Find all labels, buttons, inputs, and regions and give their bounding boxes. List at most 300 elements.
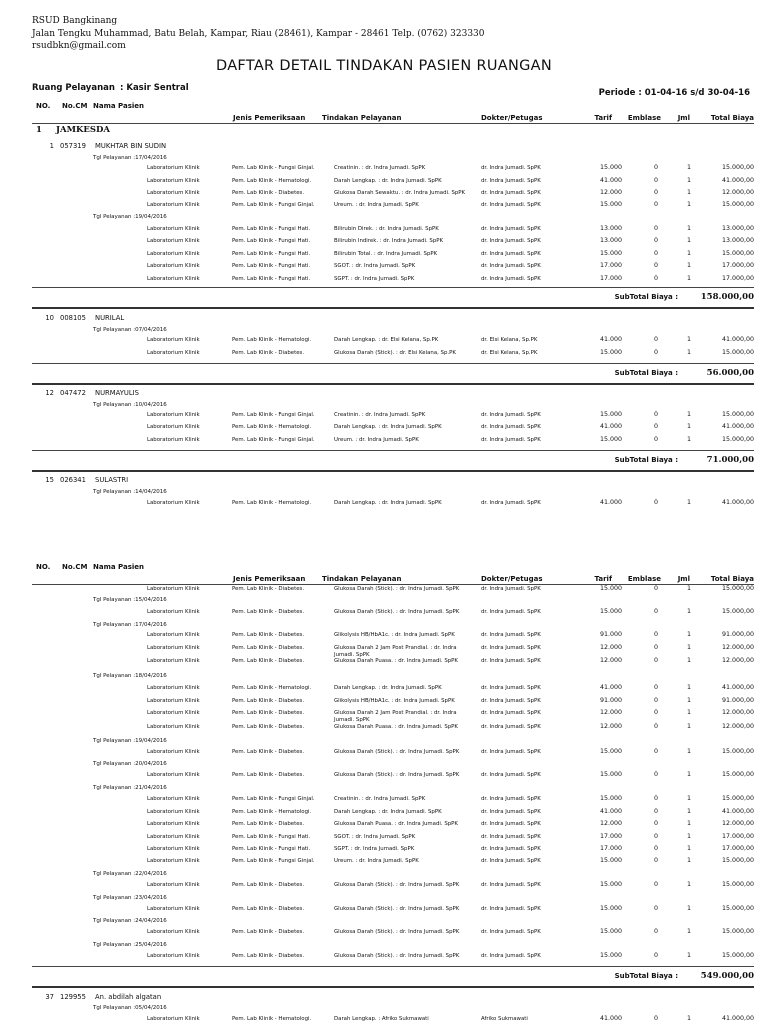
column-header-row-1 [0, 102, 768, 114]
group-name: JAMKESDA [56, 125, 110, 135]
cell-tarif: 17.000 [599, 275, 622, 282]
service-date: Tgl Pelayanan :23/04/2016 [93, 895, 167, 901]
cell-jenis: Pem. Lab Klinik - Fungsi Ginjal. [232, 796, 315, 802]
table-row [0, 350, 768, 362]
service-date: Tgl Pelayanan :20/04/2016 [93, 761, 167, 767]
report-title: DAFTAR DETAIL TINDAKAN PASIEN RUANGAN [215, 58, 553, 74]
cell-tarif: 15.000 [599, 857, 622, 864]
group-number: 1 [36, 125, 42, 135]
subtotal-row [0, 972, 768, 984]
service-date: Tgl Pelayanan :15/04/2016 [93, 597, 167, 603]
cell-lab: Laboratorium Klinik [147, 796, 200, 802]
cell-jml: 1 [686, 857, 691, 864]
cell-lab: Laboratorium Klinik [147, 821, 200, 827]
cell-dokter: dr. Indra Jumadi. SpPK [481, 834, 541, 840]
cell-emblase: 0 [653, 275, 658, 282]
cell-emblase: 0 [653, 336, 658, 343]
cell-lab: Laboratorium Klinik [147, 190, 200, 196]
cell-jenis: Pem. Lab Klinik - Diabetes. [232, 882, 305, 888]
subtotal-rule-top [32, 363, 754, 364]
cell-lab: Laboratorium Klinik [147, 749, 200, 755]
cell-tindakan: Glukosa Darah Puasa. : dr. Indra Jumadi. SpPK [334, 724, 458, 730]
cell-jenis: Pem. Lab Klinik - Diabetes. [232, 929, 305, 935]
cell-emblase: 0 [653, 177, 658, 184]
cell-jml: 1 [686, 820, 691, 827]
cell-jml: 1 [686, 189, 691, 196]
cell-jenis: Pem. Lab Klinik - Diabetes. [232, 645, 305, 651]
subtotal-value: 56.000,00 [706, 368, 754, 378]
patient-row [0, 142, 768, 152]
cell-jenis: Pem. Lab Klinik - Hematologi. [232, 424, 312, 430]
service-date: Tgl Pelayanan :14/04/2016 [93, 489, 167, 495]
cell-tindakan: Glukosa Darah Puasa. : dr. Indra Jumadi. SpPK [334, 821, 458, 827]
table-row [0, 858, 768, 870]
cell-total: 41.000,00 [721, 177, 754, 184]
cell-emblase: 0 [653, 349, 658, 356]
table-row [0, 685, 768, 697]
cell-dokter: dr. Indra Jumadi. SpPK [481, 821, 541, 827]
cell-tarif: 41.000 [599, 808, 622, 815]
cell-lab: Laboratorium Klinik [147, 724, 200, 730]
cell-jml: 1 [686, 845, 691, 852]
cell-tindakan: Glukosa Darah (Stick). : dr. Indra Jumadi. SpPK [334, 882, 460, 888]
service-date: Tgl Pelayanan :22/04/2016 [93, 871, 167, 877]
cell-tarif: 91.000 [599, 631, 622, 638]
cell-tindakan: Glukosa Darah Puasa. : dr. Indra Jumadi. SpPK [334, 658, 458, 664]
cell-dokter: dr. Indra Jumadi. SpPK [481, 929, 541, 935]
cell-tindakan: Ureum. : dr. Indra Jumadi. SpPK [334, 437, 419, 443]
cell-jenis: Pem. Lab Klinik - Diabetes. [232, 586, 305, 592]
cell-tindakan: SGPT. : dr. Indra Jumadi. SpPK [334, 846, 415, 852]
cell-total: 12.000,00 [721, 723, 754, 730]
table-row [0, 500, 768, 512]
cell-total: 13.000,00 [721, 237, 754, 244]
cell-emblase: 0 [653, 795, 658, 802]
cell-dokter: dr. Indra Jumadi. SpPK [481, 749, 541, 755]
col-tarif: Tarif [594, 575, 612, 583]
cell-dokter: dr. Indra Jumadi. SpPK [481, 251, 541, 257]
cell-jml: 1 [686, 608, 691, 615]
service-date: Tgl Pelayanan :07/04/2016 [93, 327, 167, 333]
cell-dokter: dr. Indra Jumadi. SpPK [481, 858, 541, 864]
col-jml: Jml [677, 114, 690, 122]
cell-total: 15.000,00 [721, 905, 754, 912]
patient-row [0, 476, 768, 486]
cell-lab: Laboratorium Klinik [147, 226, 200, 232]
cell-jml: 1 [686, 905, 691, 912]
cell-lab: Laboratorium Klinik [147, 858, 200, 864]
cell-tarif: 15.000 [599, 608, 622, 615]
cell-emblase: 0 [653, 237, 658, 244]
service-date: Tgl Pelayanan :17/04/2016 [93, 155, 167, 161]
cell-emblase: 0 [653, 250, 658, 257]
cell-jenis: Pem. Lab Klinik - Fungsi Ginjal. [232, 858, 315, 864]
cell-tarif: 13.000 [599, 225, 622, 232]
cell-jml: 1 [686, 201, 691, 208]
table-row [0, 609, 768, 621]
cell-jml: 1 [686, 657, 691, 664]
cell-jml: 1 [686, 164, 691, 171]
service-date: Tgl Pelayanan :25/04/2016 [93, 942, 167, 948]
cell-emblase: 0 [653, 585, 658, 592]
subtotal-rule-top [32, 287, 754, 288]
service-date: Tgl Pelayanan :17/04/2016 [93, 622, 167, 628]
cell-tindakan: Bilirubin Indirek. : dr. Indra Jumadi. SpPK [334, 238, 444, 244]
cell-lab: Laboratorium Klinik [147, 412, 200, 418]
cell-lab: Laboratorium Klinik [147, 609, 200, 615]
cell-jml: 1 [686, 237, 691, 244]
cell-jenis: Pem. Lab Klinik - Diabetes. [232, 632, 305, 638]
cell-jenis: Pem. Lab Klinik - Diabetes. [232, 749, 305, 755]
cell-tarif: 15.000 [599, 771, 622, 778]
cell-jml: 1 [686, 644, 691, 651]
cell-tindakan: Darah Lengkap. : Afriko Sukmawati [334, 1016, 429, 1022]
cell-lab: Laboratorium Klinik [147, 685, 200, 691]
cell-tarif: 13.000 [599, 237, 622, 244]
table-row [0, 698, 768, 710]
patient-cm: 057319 [60, 142, 86, 150]
patient-cm: 008105 [60, 314, 86, 322]
col-nocm: No.CM [62, 102, 88, 110]
cell-dokter: dr. Indra Jumadi. SpPK [481, 500, 541, 506]
cell-tindakan: Glukosa Darah (Stick). : dr. Indra Jumadi. SpPK [334, 929, 460, 935]
cell-dokter: dr. Indra Jumadi. SpPK [481, 276, 541, 282]
subtotal-rule-bottom [32, 307, 754, 309]
cell-jml: 1 [686, 771, 691, 778]
subtotal-label: SubTotal Biaya : [614, 369, 678, 377]
cell-emblase: 0 [653, 436, 658, 443]
subtotal-label: SubTotal Biaya : [614, 456, 678, 464]
cell-jenis: Pem. Lab Klinik - Hematologi. [232, 500, 312, 506]
cell-tarif: 12.000 [599, 709, 622, 716]
cell-emblase: 0 [653, 262, 658, 269]
cell-dokter: dr. Elsi Kelana, Sp.PK [481, 350, 538, 356]
cell-lab: Laboratorium Klinik [147, 178, 200, 184]
cell-lab: Laboratorium Klinik [147, 710, 200, 716]
cell-emblase: 0 [653, 845, 658, 852]
cell-dokter: dr. Indra Jumadi. SpPK [481, 632, 541, 638]
cell-dokter: dr. Indra Jumadi. SpPK [481, 724, 541, 730]
patient-cm: 129955 [60, 993, 86, 1001]
cell-tindakan: Glukosa Darah (Stick). : dr. Elsi Kelana, Sp.PK [334, 350, 456, 356]
cell-emblase: 0 [653, 201, 658, 208]
cell-emblase: 0 [653, 657, 658, 664]
cell-total: 15.000,00 [721, 201, 754, 208]
patient-name: An. abdilah algatan [95, 993, 162, 1001]
cell-jenis: Pem. Lab Klinik - Diabetes. [232, 953, 305, 959]
cell-jml: 1 [686, 808, 691, 815]
cell-emblase: 0 [653, 411, 658, 418]
cell-total: 13.000,00 [721, 225, 754, 232]
cell-total: 17.000,00 [721, 845, 754, 852]
cell-total: 41.000,00 [721, 808, 754, 815]
cell-jenis: Pem. Lab Klinik - Hematologi. [232, 685, 312, 691]
cell-total: 41.000,00 [721, 499, 754, 506]
cell-dokter: dr. Indra Jumadi. SpPK [481, 226, 541, 232]
cell-jenis: Pem. Lab Klinik - Fungsi Hati. [232, 276, 311, 282]
cell-tarif: 41.000 [599, 423, 622, 430]
cell-tarif: 15.000 [599, 585, 622, 592]
cell-total: 15.000,00 [721, 349, 754, 356]
cell-total: 15.000,00 [721, 881, 754, 888]
table-row [0, 929, 768, 941]
cell-total: 91.000,00 [721, 697, 754, 704]
cell-jenis: Pem. Lab Klinik - Fungsi Hati. [232, 263, 311, 269]
service-date: Tgl Pelayanan :24/04/2016 [93, 918, 167, 924]
service-date: Tgl Pelayanan :10/04/2016 [93, 402, 167, 408]
cell-tarif: 15.000 [599, 411, 622, 418]
cell-dokter: dr. Indra Jumadi. SpPK [481, 846, 541, 852]
table-row [0, 772, 768, 784]
col-dokter: Dokter/Petugas [481, 114, 543, 122]
cell-lab: Laboratorium Klinik [147, 882, 200, 888]
service-date: Tgl Pelayanan :18/04/2016 [93, 673, 167, 679]
cell-emblase: 0 [653, 952, 658, 959]
table-row [0, 226, 768, 238]
service-date: Tgl Pelayanan :21/04/2016 [93, 785, 167, 791]
cell-jenis: Pem. Lab Klinik - Diabetes. [232, 906, 305, 912]
col-no: NO. [36, 102, 51, 110]
cell-lab: Laboratorium Klinik [147, 165, 200, 171]
cell-jml: 1 [686, 225, 691, 232]
cell-total: 12.000,00 [721, 709, 754, 716]
patient-name: NURILAL [95, 314, 125, 322]
cell-jenis: Pem. Lab Klinik - Fungsi Hati. [232, 226, 311, 232]
table-row [0, 821, 768, 833]
cell-jml: 1 [686, 697, 691, 704]
cell-jenis: Pem. Lab Klinik - Fungsi Ginjal. [232, 165, 315, 171]
cell-jenis: Pem. Lab Klinik - Fungsi Ginjal. [232, 202, 315, 208]
cell-total: 17.000,00 [721, 833, 754, 840]
col-tindakan: Tindakan Pelayanan [322, 114, 402, 122]
patient-no: 37 [45, 993, 54, 1001]
cell-tarif: 15.000 [599, 250, 622, 257]
cell-tarif: 15.000 [599, 436, 622, 443]
cell-jenis: Pem. Lab Klinik - Hematologi. [232, 178, 312, 184]
table-row [0, 796, 768, 808]
cell-dokter: dr. Indra Jumadi. SpPK [481, 698, 541, 704]
cell-jml: 1 [686, 436, 691, 443]
cell-total: 12.000,00 [721, 820, 754, 827]
cell-lab: Laboratorium Klinik [147, 645, 200, 651]
ruang-value: : Kasir Sentral [120, 83, 189, 93]
cell-tarif: 41.000 [599, 684, 622, 691]
cell-jml: 1 [686, 723, 691, 730]
table-row [0, 263, 768, 275]
cell-tindakan: Glukosa Darah 2 Jam Post Prandial. : dr. Indra Jumadi. SpPK [334, 645, 457, 658]
patient-row [0, 389, 768, 399]
col-jenis: Jenis Pemeriksaan [233, 114, 306, 122]
cell-total: 15.000,00 [721, 164, 754, 171]
cell-total: 15.000,00 [721, 928, 754, 935]
cell-tindakan: SGOT. : dr. Indra Jumadi. SpPK [334, 263, 416, 269]
cell-tindakan: Glikolysis HB/HbA1c. : dr. Indra Jumadi. SpPK [334, 698, 455, 704]
col-tindakan: Tindakan Pelayanan [322, 575, 402, 583]
cell-tarif: 15.000 [599, 748, 622, 755]
cell-tindakan: Creatinin. : dr. Indra Jumadi. SpPK [334, 412, 426, 418]
cell-total: 17.000,00 [721, 275, 754, 282]
cell-jml: 1 [686, 250, 691, 257]
cell-jenis: Pem. Lab Klinik - Fungsi Hati. [232, 251, 311, 257]
cell-jenis: Pem. Lab Klinik - Diabetes. [232, 710, 305, 716]
cell-jenis: Pem. Lab Klinik - Diabetes. [232, 724, 305, 730]
cell-emblase: 0 [653, 808, 658, 815]
cell-total: 41.000,00 [721, 1015, 754, 1022]
cell-jenis: Pem. Lab Klinik - Fungsi Ginjal. [232, 412, 315, 418]
cell-jml: 1 [686, 411, 691, 418]
cell-dokter: dr. Indra Jumadi. SpPK [481, 710, 541, 716]
cell-jenis: Pem. Lab Klinik - Diabetes. [232, 609, 305, 615]
cell-jml: 1 [686, 833, 691, 840]
cell-dokter: dr. Indra Jumadi. SpPK [481, 190, 541, 196]
cell-jml: 1 [686, 709, 691, 716]
cell-tindakan: Glukosa Darah (Stick). : dr. Indra Jumadi. SpPK [334, 586, 460, 592]
cell-jml: 1 [686, 262, 691, 269]
cell-tarif: 12.000 [599, 644, 622, 651]
cell-tindakan: Bilirubin Total. : dr. Indra Jumadi. SpPK [334, 251, 438, 257]
cell-dokter: dr. Indra Jumadi. SpPK [481, 238, 541, 244]
cell-total: 15.000,00 [721, 585, 754, 592]
cell-total: 15.000,00 [721, 250, 754, 257]
cell-dokter: dr. Indra Jumadi. SpPK [481, 685, 541, 691]
cell-emblase: 0 [653, 748, 658, 755]
cell-lab: Laboratorium Klinik [147, 772, 200, 778]
cell-tindakan: Glukosa Darah (Stick). : dr. Indra Jumadi. SpPK [334, 772, 460, 778]
cell-tarif: 12.000 [599, 723, 622, 730]
cell-jml: 1 [686, 684, 691, 691]
cell-jenis: Pem. Lab Klinik - Hematologi. [232, 809, 312, 815]
cell-tindakan: Darah Lengkap. : dr. Indra Jumadi. SpPK [334, 178, 442, 184]
cell-tarif: 41.000 [599, 177, 622, 184]
cell-lab: Laboratorium Klinik [147, 698, 200, 704]
col-total: Total Biaya [710, 575, 754, 583]
patient-no: 10 [45, 314, 54, 322]
cell-total: 17.000,00 [721, 262, 754, 269]
cell-jml: 1 [686, 336, 691, 343]
patient-name: MUKHTAR BIN SUDIN [95, 142, 167, 150]
cell-jml: 1 [686, 177, 691, 184]
cell-tindakan: Darah Lengkap. : dr. Elsi Kelana, Sp.PK [334, 337, 439, 343]
subtotal-rule-bottom [32, 383, 754, 385]
subtotal-rule-bottom [32, 470, 754, 472]
patient-no: 1 [49, 142, 54, 150]
cell-lab: Laboratorium Klinik [147, 337, 200, 343]
cell-emblase: 0 [653, 1015, 658, 1022]
col-emblase: Emblase [627, 114, 661, 122]
table-row [0, 906, 768, 918]
table-row [0, 190, 768, 202]
col-nama: Nama Pasien [93, 102, 144, 110]
cell-emblase: 0 [653, 225, 658, 232]
service-date: Tgl Pelayanan :19/04/2016 [93, 738, 167, 744]
cell-tarif: 15.000 [599, 952, 622, 959]
patient-cm: 026341 [60, 476, 86, 484]
cell-tarif: 12.000 [599, 820, 622, 827]
hospital-address: Jalan Tengku Muhammad, Batu Belah, Kampar, Riau (28461), Kampar - 28461 Telp. (0762) 323330 [32, 29, 485, 39]
cell-lab: Laboratorium Klinik [147, 809, 200, 815]
table-row [0, 337, 768, 349]
header-rule-1 [32, 123, 754, 124]
cell-lab: Laboratorium Klinik [147, 202, 200, 208]
col-nama: Nama Pasien [93, 563, 144, 571]
subtotal-row [0, 293, 768, 305]
periode: Periode : 01-04-16 s/d 30-04-16 [598, 88, 750, 98]
cell-emblase: 0 [653, 697, 658, 704]
patient-row [0, 314, 768, 324]
cell-emblase: 0 [653, 499, 658, 506]
table-row [0, 809, 768, 821]
cell-tindakan: Glukosa Darah 2 Jam Post Prandial. : dr. Indra Jumadi. SpPK [334, 710, 457, 723]
patient-cm: 047472 [60, 389, 86, 397]
cell-jml: 1 [686, 952, 691, 959]
column-header-row-2 [0, 114, 768, 126]
cell-total: 12.000,00 [721, 644, 754, 651]
table-row [0, 251, 768, 263]
col-nocm: No.CM [62, 563, 88, 571]
cell-total: 15.000,00 [721, 771, 754, 778]
service-date: Tgl Pelayanan :05/04/2016 [93, 1005, 167, 1011]
cell-tarif: 12.000 [599, 189, 622, 196]
cell-jenis: Pem. Lab Klinik - Diabetes. [232, 190, 305, 196]
col-tarif: Tarif [594, 114, 612, 122]
table-row [0, 202, 768, 214]
col-emblase: Emblase [627, 575, 661, 583]
cell-jenis: Pem. Lab Klinik - Fungsi Hati. [232, 834, 311, 840]
cell-emblase: 0 [653, 723, 658, 730]
cell-tarif: 15.000 [599, 164, 622, 171]
cell-tindakan: Darah Lengkap. : dr. Indra Jumadi. SpPK [334, 424, 442, 430]
cell-emblase: 0 [653, 608, 658, 615]
cell-emblase: 0 [653, 644, 658, 651]
cell-total: 41.000,00 [721, 336, 754, 343]
cell-total: 15.000,00 [721, 952, 754, 959]
cell-tindakan: SGOT. : dr. Indra Jumadi. SpPK [334, 834, 416, 840]
cell-dokter: dr. Indra Jumadi. SpPK [481, 809, 541, 815]
table-row [0, 749, 768, 761]
col-jenis: Jenis Pemeriksaan [233, 575, 306, 583]
table-row [0, 238, 768, 250]
cell-tarif: 15.000 [599, 795, 622, 802]
cell-lab: Laboratorium Klinik [147, 632, 200, 638]
table-row [0, 165, 768, 177]
cell-dokter: Afriko Sukmawati [481, 1016, 528, 1022]
cell-emblase: 0 [653, 905, 658, 912]
table-row [0, 424, 768, 436]
cell-dokter: dr. Indra Jumadi. SpPK [481, 263, 541, 269]
cell-lab: Laboratorium Klinik [147, 846, 200, 852]
cell-emblase: 0 [653, 833, 658, 840]
subtotal-label: SubTotal Biaya : [614, 293, 678, 301]
cell-tindakan: Glukosa Darah (Stick). : dr. Indra Jumadi. SpPK [334, 906, 460, 912]
cell-total: 15.000,00 [721, 857, 754, 864]
cell-emblase: 0 [653, 189, 658, 196]
cell-tarif: 41.000 [599, 336, 622, 343]
cell-total: 15.000,00 [721, 608, 754, 615]
cell-emblase: 0 [653, 928, 658, 935]
cell-tarif: 41.000 [599, 499, 622, 506]
cell-tarif: 15.000 [599, 349, 622, 356]
cell-dokter: dr. Indra Jumadi. SpPK [481, 437, 541, 443]
cell-total: 41.000,00 [721, 684, 754, 691]
cell-dokter: dr. Indra Jumadi. SpPK [481, 609, 541, 615]
cell-jml: 1 [686, 928, 691, 935]
cell-tindakan: Creatinin. : dr. Indra Jumadi. SpPK [334, 796, 426, 802]
cell-emblase: 0 [653, 164, 658, 171]
subtotal-value: 549.000,00 [700, 971, 754, 981]
subtotal-row [0, 456, 768, 468]
cell-tindakan: Glukosa Darah (Stick). : dr. Indra Jumadi. SpPK [334, 749, 460, 755]
cell-jenis: Pem. Lab Klinik - Hematologi. [232, 337, 312, 343]
